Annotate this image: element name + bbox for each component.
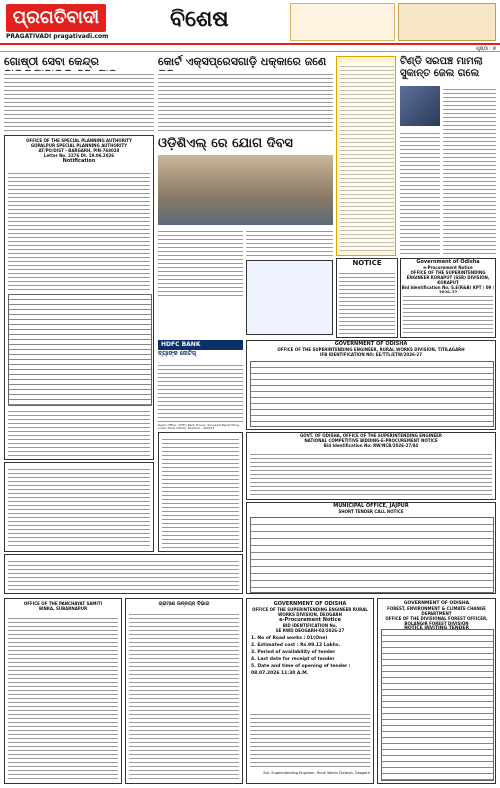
notice-municipal-jajpur	[246, 502, 496, 594]
notice-panchayat-binka	[4, 598, 122, 784]
notice-municipal-sub: SHORT TENDER CALL NOTICE	[338, 509, 404, 514]
notice-deogarh-points	[247, 633, 373, 679]
notice-odia-wide	[4, 554, 243, 594]
notice-titilagarh-bid: IFB IDENTIFICATION NO: EE/TTL/ETW/2026-27	[320, 352, 422, 357]
dateline	[0, 43, 500, 52]
notice-koraput-title: Government of Odisha	[416, 259, 480, 265]
notice-forest-office: FOREST, ENVIRONMENT & CLIMATE CHANGE DEPARTMENT	[387, 606, 486, 616]
photo-accused	[400, 86, 440, 126]
notice-rural-dev-odia	[125, 598, 243, 784]
notice-rural-works-deogarh	[246, 598, 374, 784]
notice-planning-sub1: GOPALPUR SPECIAL PLANNING AUTHORITY	[30, 143, 128, 148]
notice-water-tender	[246, 432, 496, 500]
notice-binka-sub: BINKA, SUBARNAPUR	[38, 606, 88, 611]
photo-yoga-day	[158, 155, 333, 225]
notice-planning-authority	[4, 135, 154, 460]
hdfc-brand: HDFC BANK	[158, 340, 243, 350]
village-table	[8, 294, 152, 406]
notice-municipal-title: MUNICIPAL OFFICE, JAJPUR	[333, 503, 409, 509]
small-advertisement-box	[246, 260, 333, 335]
notice-deogarh-bid: BID IDENTIFICATION No.	[282, 623, 338, 628]
notice-water-title: GOVT. OF ODISHA, OFFICE OF THE SUPERINTENDING ENGINEER	[300, 433, 442, 438]
notice-titilagarh-title: GOVERNMENT OF ODISHA	[334, 341, 408, 347]
notice-govt-koraput	[400, 258, 496, 338]
notice-odia-left	[4, 462, 154, 552]
article-body-yoga-2	[246, 228, 333, 258]
masthead-advertisement	[290, 3, 395, 41]
newspaper-logo: ପ୍ରଗତିବାଦୀ	[6, 4, 106, 32]
notice-deogarh-title: GOVERNMENT OF ODISHA	[273, 601, 347, 607]
titilagarh-table	[250, 361, 494, 427]
hdfc-header	[158, 340, 243, 350]
article-body-yoga-1	[158, 228, 243, 298]
notice-water-bid: Bid Identification No: RW/NCB/2026-27/04	[323, 443, 419, 448]
hdfc-notice-body	[158, 362, 243, 422]
notice-titilagarh-office: OFFICE OF THE SUPERINTENDING ENGINEER, RURAL WORKS DIVISION, TITILAGARH	[277, 347, 465, 352]
article-body-top-right	[443, 86, 496, 256]
notice-forest-sub: OFFICE OF THE DIVISIONAL FOREST OFFICER, BOLANGIR FOREST DIVISION	[385, 616, 488, 626]
deogarh-point: 2. Estimated cost : Rs.99.12 Lakhs.	[251, 643, 341, 648]
section-title: ବିଶେଷ	[170, 6, 229, 32]
deogarh-point: 5. Date and time of opening of tender : 08.07.2026 11:30 A.M.	[251, 664, 351, 676]
article-body-top-mid	[158, 71, 333, 131]
notice-planning-label: Notification	[62, 158, 96, 164]
deogarh-point: 3. Period of availability of tender	[251, 650, 336, 655]
article-body-top-left	[4, 71, 154, 131]
masthead-advertisement-2	[398, 3, 496, 41]
deogarh-point: 4. Last date for receipt of tender	[251, 657, 335, 662]
market-rates-sidebar	[336, 56, 396, 256]
municipal-table	[250, 517, 494, 593]
forest-table	[381, 629, 494, 781]
headline-yoga-day: ଓଡ଼ିଶିଏଲ୍ ରେ ଯୋଗ ଦିବସ	[158, 136, 293, 151]
notice-deogarh-office: OFFICE OF THE SUPERINTENDING ENGINEER RURAL WORKS DIVISION, DEOGARH	[252, 607, 368, 617]
hdfc-notice-title: ବ୍ୟାଙ୍କ ନୋଟିସ୍	[158, 350, 196, 357]
notice-odia-mid	[158, 432, 243, 552]
notice-rural-works-titilagarh	[246, 340, 496, 430]
headline-top-mid: କୋର୍ଟ ଏକ୍ସପ୍ରେସଗାଡ଼ି ଧକ୍କାରେ ଜଣେ	[158, 55, 327, 68]
notice-chancal	[336, 258, 398, 338]
notice-water-sub: NATIONAL COMPETITIVE BIDDING-E-PROCUREMENT NOTICE	[304, 438, 438, 443]
notice-deogarh-sub: e-Procurement Notice	[279, 617, 341, 623]
notice-rural-dev-title: ଗ୍ରାମୀଣ ଉନ୍ନୟନ ବିଭାଗ	[158, 601, 210, 607]
notice-planning-letter: Letter No. 2276 Dt. 19.06.2026	[43, 153, 115, 158]
newspaper-subtitle: PRAGATIVADI pragativadi.com	[6, 33, 109, 40]
deogarh-point: 1. No of Road works : 01(One)	[251, 636, 328, 641]
notice-deogarh-bid-no: SE RWD DEOGARH-02/2026-27	[275, 628, 345, 633]
page-number: ପୃଷ୍ଠା : ୭	[476, 46, 496, 52]
notice-forest-bolangir	[377, 598, 496, 784]
notice-koraput-sub: e-Procurement Notice	[423, 265, 473, 270]
notice-planning-sub2: AT/PO/DIST - BARGARH, PIN-768028	[38, 148, 120, 153]
headline-top-left: ଗୋଷ୍ଠୀ ସେବା କେନ୍ଦ୍ର	[4, 55, 99, 68]
headline-top-right: ଟିଣ୍ଡି ସରପଞ୍ଚ ମାମଲା ସୁକାନ୍ତ ଜେଲ ଗଲେ	[400, 56, 483, 79]
notice-chancal-title: NOTICE	[352, 259, 382, 267]
notice-koraput-office: OFFICE OF THE SUPERINTENDING ENGINEER KORAPUT (SSR) DIVISION, KORAPUT	[406, 270, 490, 285]
notice-forest-title: GOVERNMENT OF ODISHA	[403, 601, 470, 606]
notice-planning-title: OFFICE OF THE SPECIAL PLANNING AUTHORITY	[26, 138, 132, 143]
notice-binka-title: OFFICE OF THE PANCHAYAT SAMITI	[23, 601, 103, 606]
hdfc-footer: Regd. Office: HDFC Bank House, Senapati Bapat Marg, Lower Parel (West), Mumbai - 400013	[158, 423, 240, 430]
article-body-top-right-2	[400, 130, 440, 256]
notice-deogarh-footer: Sd/- Superintending Engineer, Rural Works Division, Deogarh	[263, 771, 370, 775]
notice-koraput-bid: Bid Identification No. S.E(R&B) KPT / 09 /	[401, 285, 495, 290]
